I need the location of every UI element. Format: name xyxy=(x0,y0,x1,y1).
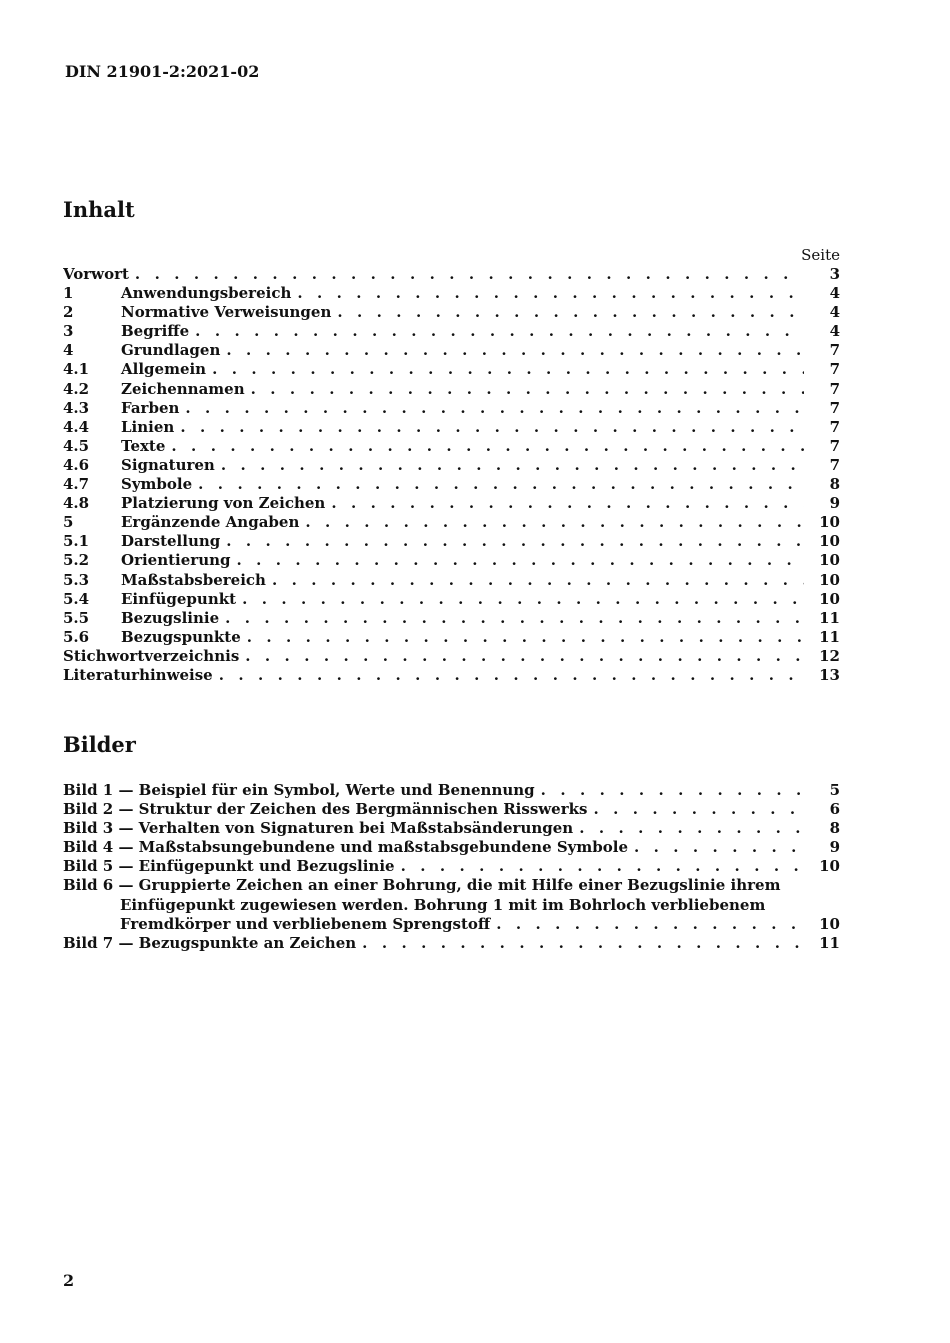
toc-entry-page: 7 xyxy=(829,398,840,417)
toc-entry-literaturhinweise[interactable] xyxy=(63,666,840,685)
toc-entry-page: 10 xyxy=(819,570,840,589)
figure-entry-2[interactable] xyxy=(63,800,840,819)
dot-leader xyxy=(247,628,804,647)
toc-entry-title: Orientierung xyxy=(121,551,231,570)
toc-entry-number: 5.3 xyxy=(63,570,90,589)
toc-entry-title: Texte xyxy=(121,436,166,455)
toc-entry-page: 10 xyxy=(819,589,840,608)
toc-entry-page: 3 xyxy=(829,265,840,283)
toc-entry-3[interactable] xyxy=(63,322,840,341)
figures-heading: Bilder xyxy=(63,732,136,757)
figure-entry-page: 10 xyxy=(819,857,840,876)
toc-entry-title: Grundlagen xyxy=(121,341,221,360)
toc-entry-title: Bezugslinie xyxy=(121,608,220,627)
toc-entry-title: Ergänzende Angaben xyxy=(121,513,300,532)
toc-entry-page: 7 xyxy=(829,417,840,436)
figure-entry-title: Bild 2 — Struktur der Zeichen des Bergmännischen Risswerks xyxy=(63,800,588,819)
toc-entry-title: Linien xyxy=(121,417,175,436)
dot-leader xyxy=(171,437,804,456)
dot-leader xyxy=(219,666,804,685)
toc-entry-page: 11 xyxy=(819,608,840,627)
toc-entry-number: 5.5 xyxy=(63,608,90,627)
dot-leader xyxy=(496,915,804,934)
toc-entry-title: Darstellung xyxy=(121,532,221,551)
toc-entry-title: Stichwortverzeichnis xyxy=(63,646,240,665)
toc-entry-4-8[interactable] xyxy=(63,494,840,513)
toc-entry-number: 4 xyxy=(63,341,74,360)
toc-entry-page: 4 xyxy=(829,322,840,341)
dot-leader xyxy=(593,800,804,819)
toc-entry-title: Literaturhinweise xyxy=(63,665,213,684)
dot-leader xyxy=(242,590,804,609)
toc-entry-number: 4.3 xyxy=(63,398,90,417)
toc-entry-5-4[interactable] xyxy=(63,590,840,609)
figure-entry-page: 8 xyxy=(829,819,840,838)
figure-entry-page: 5 xyxy=(829,781,840,799)
toc-entry-number: 5.1 xyxy=(63,532,90,551)
dot-leader xyxy=(251,380,804,399)
dot-leader xyxy=(226,532,804,551)
dot-leader xyxy=(579,819,804,838)
toc-entry-vorwort[interactable] xyxy=(63,265,840,284)
toc-entry-page: 7 xyxy=(829,360,840,379)
toc-entry-4-2[interactable] xyxy=(63,380,840,399)
toc-entry-title: Allgemein xyxy=(121,360,207,379)
toc-entry-page: 13 xyxy=(819,665,840,684)
toc-entry-title: Farben xyxy=(121,398,180,417)
figure-entry-3[interactable] xyxy=(63,819,840,838)
toc-entry-title: Anwendungsbereich xyxy=(121,284,292,303)
dot-leader xyxy=(198,475,804,494)
toc-entry-page: 9 xyxy=(829,494,840,513)
toc-entry-number: 3 xyxy=(63,322,74,341)
toc-entry-number: 4.2 xyxy=(63,379,90,398)
toc-entry-5-6[interactable] xyxy=(63,628,840,647)
toc-entry-4-3[interactable] xyxy=(63,399,840,418)
list-of-figures xyxy=(63,781,840,953)
toc-entry-1[interactable] xyxy=(63,284,840,303)
dot-leader xyxy=(180,418,804,437)
table-of-contents xyxy=(63,265,840,685)
toc-entry-number: 5.2 xyxy=(63,551,90,570)
toc-entry-title: Symbole xyxy=(121,475,193,494)
dot-leader xyxy=(331,494,804,513)
dot-leader xyxy=(541,781,804,800)
dot-leader xyxy=(337,303,804,322)
toc-entry-4-4[interactable] xyxy=(63,418,840,437)
figure-entry-title: Bild 1 — Beispiel für ein Symbol, Werte und Benennung xyxy=(63,781,535,799)
toc-entry-5[interactable] xyxy=(63,513,840,532)
dot-leader xyxy=(245,647,804,666)
toc-entry-number: 1 xyxy=(63,284,74,303)
figure-entry-1[interactable] xyxy=(63,781,840,800)
toc-entry-4[interactable] xyxy=(63,341,840,360)
figure-entry-page: 10 xyxy=(819,914,840,933)
dot-leader xyxy=(221,456,804,475)
toc-entry-title: Zeichennamen xyxy=(121,379,245,398)
toc-entry-page: 4 xyxy=(829,303,840,322)
figure-entry-title: Bild 4 — Maßstabsungebundene und maßstabsgebundene Symbole xyxy=(63,838,628,857)
toc-entry-number: 4.5 xyxy=(63,436,90,455)
dot-leader xyxy=(362,934,804,953)
figure-entry-title-line: Bild 6 — Gruppierte Zeichen an einer Bohrung, die mit Hilfe einer Bezugslinie ihrem xyxy=(63,876,781,895)
figure-entry-7[interactable] xyxy=(63,934,840,953)
toc-entry-number: 4.1 xyxy=(63,360,90,379)
figure-entry-page: 6 xyxy=(829,800,840,819)
toc-entry-title: Bezugspunkte xyxy=(121,627,241,646)
figure-entry-6[interactable] xyxy=(63,876,840,933)
page-column-label: Seite xyxy=(801,246,840,264)
figure-entry-title-line: Fremdkörper und verbliebenem Sprengstoff xyxy=(120,914,491,933)
toc-entry-title: Einfügepunkt xyxy=(121,589,237,608)
figure-entry-title: Bild 5 — Einfügepunkt und Bezugslinie xyxy=(63,857,395,876)
toc-entry-page: 10 xyxy=(819,513,840,532)
dot-leader xyxy=(212,360,804,379)
toc-entry-4-5[interactable] xyxy=(63,437,840,456)
dot-leader xyxy=(237,551,805,570)
toc-entry-title: Signaturen xyxy=(121,455,215,474)
figure-entry-page: 9 xyxy=(829,838,840,857)
toc-entry-number: 4.4 xyxy=(63,417,90,436)
toc-entry-number: 2 xyxy=(63,303,74,322)
page-number: 2 xyxy=(63,1271,75,1290)
figure-entry-page: 11 xyxy=(819,933,840,952)
toc-entry-page: 12 xyxy=(819,646,840,665)
dot-leader xyxy=(305,513,804,532)
toc-entry-page: 8 xyxy=(829,475,840,494)
toc-entry-4-7[interactable] xyxy=(63,475,840,494)
toc-entry-title: Begriffe xyxy=(121,322,190,341)
toc-entry-4-6[interactable] xyxy=(63,456,840,475)
document-id: DIN 21901-2:2021-02 xyxy=(65,62,260,81)
dot-leader xyxy=(226,341,804,360)
toc-entry-page: 4 xyxy=(829,284,840,303)
dot-leader xyxy=(272,571,804,590)
toc-entry-5-2[interactable] xyxy=(63,551,840,570)
toc-entry-title: Vorwort xyxy=(63,265,129,283)
dot-leader xyxy=(297,284,804,303)
dot-leader xyxy=(401,857,804,876)
toc-entry-number: 5 xyxy=(63,513,74,532)
toc-entry-title: Platzierung von Zeichen xyxy=(121,494,326,513)
figure-entry-title: Bild 3 — Verhalten von Signaturen bei Maßstabsänderungen xyxy=(63,819,574,838)
toc-entry-page: 10 xyxy=(819,532,840,551)
toc-entry-number: 4.6 xyxy=(63,455,90,474)
toc-entry-page: 7 xyxy=(829,436,840,455)
dot-leader xyxy=(185,399,804,418)
dot-leader xyxy=(195,322,804,341)
toc-entry-page: 7 xyxy=(829,455,840,474)
toc-entry-5-1[interactable] xyxy=(63,532,840,551)
toc-entry-page: 7 xyxy=(829,341,840,360)
toc-entry-number: 5.4 xyxy=(63,589,90,608)
toc-entry-number: 4.7 xyxy=(63,475,90,494)
figure-entry-5[interactable] xyxy=(63,857,840,876)
figure-entry-title-line: Einfügepunkt zugewiesen werden. Bohrung 1 mit im Bohrloch verbliebenem xyxy=(120,895,766,914)
toc-entry-page: 7 xyxy=(829,379,840,398)
toc-entry-4-1[interactable] xyxy=(63,360,840,379)
toc-entry-page: 11 xyxy=(819,627,840,646)
toc-entry-title: Maßstabsbereich xyxy=(121,570,266,589)
toc-entry-stichwortverzeichnis[interactable] xyxy=(63,647,840,666)
toc-entry-5-5[interactable] xyxy=(63,609,840,628)
toc-entry-number: 5.6 xyxy=(63,627,90,646)
dot-leader xyxy=(225,609,804,628)
dot-leader xyxy=(135,265,804,284)
figure-entry-title: Bild 7 — Bezugspunkte an Zeichen xyxy=(63,933,357,952)
figure-entry-4[interactable] xyxy=(63,838,840,857)
toc-entry-5-3[interactable] xyxy=(63,571,840,590)
dot-leader xyxy=(634,838,804,857)
contents-heading: Inhalt xyxy=(63,197,135,222)
toc-entry-2[interactable] xyxy=(63,303,840,322)
toc-entry-title: Normative Verweisungen xyxy=(121,303,332,322)
toc-entry-number: 4.8 xyxy=(63,494,90,513)
figure-entry-last-line xyxy=(63,915,840,934)
toc-entry-page: 10 xyxy=(819,551,840,570)
